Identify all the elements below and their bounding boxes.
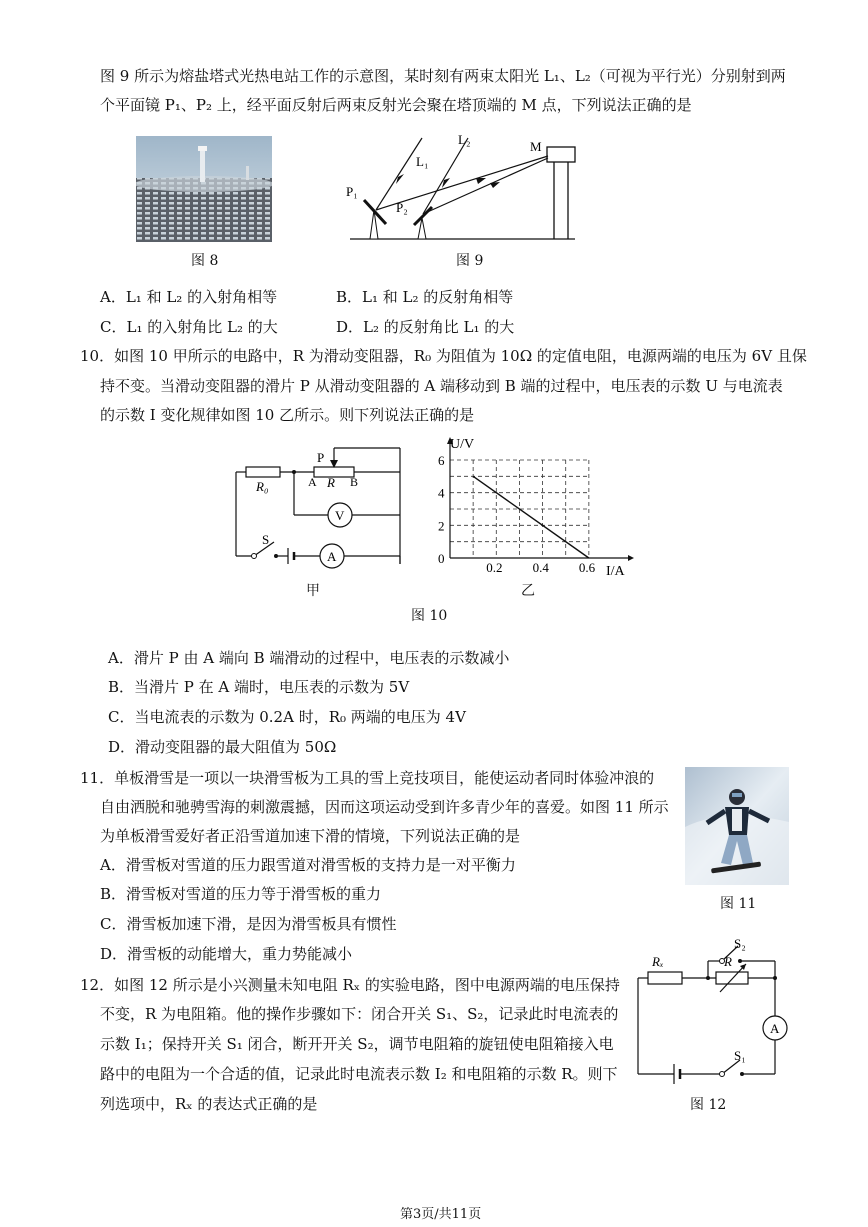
- label-P2: P₂: [396, 200, 408, 215]
- chart-ylabel: U/V: [450, 437, 475, 452]
- label-S2: S₂: [734, 936, 746, 951]
- label-ammeter12: A: [770, 1021, 780, 1036]
- q10-option-c: C．当电流表的示数为 0.2A 时，R₀ 两端的电压为 4V: [108, 708, 466, 726]
- y-tick-label: 2: [438, 518, 445, 534]
- fig8-caption: 图 8: [191, 253, 219, 269]
- q12-stem-line4: 路中的电阻为一个合适的值，记录此时电流表示数 I₂ 和电阻箱的示数 R。则下: [100, 1065, 618, 1083]
- label-A-end: A: [308, 475, 317, 489]
- fig11-caption: 图 11: [720, 896, 757, 912]
- fig12-caption: 图 12: [690, 1097, 727, 1113]
- label-R0: R₀: [256, 479, 269, 494]
- q12-stem-line5: 列选项中，Rₓ 的表达式正确的是: [100, 1095, 318, 1113]
- label-S: S: [262, 532, 270, 547]
- page-footer: 第3页/共11页: [400, 1207, 482, 1222]
- q10-stem-line1: 10．如图 10 甲所示的电路中，R 为滑动变阻器，R₀ 为阻值为 10Ω 的定值电阻，电源两端的电压为 6V 且保: [80, 347, 807, 365]
- q11-option-a: A．滑雪板对雪道的压力跟雪道对滑雪板的支持力是一对平衡力: [100, 856, 516, 874]
- fig11-photo: [685, 767, 789, 885]
- tower-receiver: [547, 147, 575, 162]
- q10-stem-line2: 持不变。当滑动变阻器的滑片 P 从滑动变阻器的 A 端移动到 B 端的过程中，电压表的示数 U 与电流表: [100, 377, 783, 395]
- label-S1: S₁: [734, 1048, 746, 1063]
- y-tick-label: 6: [438, 453, 445, 468]
- fig10-caption: 图 10: [411, 608, 448, 624]
- q10-stem-line3: 的示数 I 变化规律如图 10 乙所示。则下列说法正确的是: [100, 406, 475, 424]
- y-tick-label: 0: [438, 551, 445, 566]
- reflected-ray-2: [423, 158, 548, 214]
- resistance-box-R: [716, 972, 748, 984]
- q9-stem-line1: 图 9 所示为熔盐塔式光热电站工作的示意图，某时刻有两束太阳光 L₁、L₂（可视为平行光）分别射到两: [100, 67, 786, 85]
- q9-option-c: C．L₁ 的入射角比 L₂ 的大: [100, 318, 278, 336]
- reflected-ray-1: [376, 156, 548, 210]
- q9-option-a: A．L₁ 和 L₂ 的入射角相等: [100, 288, 278, 306]
- q11-option-d: D．滑雪板的动能增大，重力势能减小: [100, 945, 353, 963]
- label-Rx: Rₓ: [652, 954, 664, 969]
- fig12-circuit: [630, 936, 800, 1086]
- label-P: P: [317, 450, 325, 465]
- fig9-caption: 图 9: [456, 253, 484, 269]
- q11-option-b: B．滑雪板对雪道的压力等于滑雪板的重力: [100, 885, 382, 903]
- ui-series-line: [473, 476, 589, 558]
- y-tick-label: 4: [438, 485, 445, 501]
- chart-xlabel: I/A: [606, 564, 625, 579]
- x-tick-label: 0.2: [486, 560, 503, 575]
- q12-stem-line3: 示数 I₁；保持开关 S₁ 闭合，断开开关 S₂，调节电阻箱的旋钮使电阻箱接入电: [100, 1035, 614, 1053]
- label-M: M: [530, 139, 542, 154]
- x-tick-label: 0.4: [532, 560, 549, 575]
- q10-option-a: A．滑片 P 由 A 端向 B 端滑动的过程中，电压表的示数减小: [108, 649, 510, 667]
- x-tick-label: 0.6: [578, 560, 596, 575]
- fig9-diagram: [340, 128, 590, 246]
- q11-stem-line3: 为单板滑雪爱好者正沿雪道加速下滑的情境，下列说法正确的是: [100, 827, 521, 845]
- q11-stem-line1: 11．单板滑雪是一项以一块滑雪板为工具的雪上竞技项目，能使运动者同时体验冲浪的: [80, 769, 655, 787]
- q10-option-b: B．当滑片 P 在 A 端时，电压表的示数为 5V: [108, 678, 410, 696]
- q11-stem-line2: 自由洒脱和驰骋雪海的刺激震撼，因而这项运动受到许多青少年的喜爱。如图 11 所示: [100, 798, 669, 816]
- resistor-R0: [246, 467, 280, 477]
- x-axis-arrow: [628, 555, 634, 561]
- resistor-Rx: [648, 972, 682, 984]
- label-P1: P₁: [346, 184, 358, 199]
- q9-stem-line2: 个平面镜 P₁、P₂ 上，经平面反射后两束反射光会聚在塔顶端的 M 点，下列说法正确的是: [100, 96, 692, 114]
- q11-option-c: C．滑雪板加速下滑，是因为滑雪板具有惯性: [100, 915, 397, 933]
- q10-option-d: D．滑动变阻器的最大阻值为 50Ω: [108, 738, 337, 756]
- ray-L2: [423, 138, 468, 214]
- label-ammeter: A: [327, 549, 337, 564]
- fig10-circuit: [228, 440, 408, 576]
- fig10-yi-caption: 乙: [521, 583, 535, 599]
- label-R12: R: [724, 954, 732, 969]
- q9-option-b: B．L₁ 和 L₂ 的反射角相等: [336, 288, 514, 306]
- label-B-end: B: [350, 475, 359, 489]
- fig8-photo: [136, 136, 272, 242]
- fig10-ui-chart: [420, 434, 635, 580]
- label-V: V: [335, 508, 345, 523]
- q9-option-d: D．L₂ 的反射角比 L₁ 的大: [336, 318, 515, 336]
- q12-stem-line1: 12．如图 12 所示是小兴测量未知电阻 Rₓ 的实验电路，图中电源两端的电压保持: [80, 976, 620, 994]
- q12-stem-line2: 不变，R 为电阻箱。他的操作步骤如下：闭合开关 S₁、S₂，记录此时电流表的: [100, 1005, 619, 1023]
- label-R: R: [327, 475, 335, 490]
- label-L1: L₁: [416, 154, 429, 169]
- label-L2: L₂: [458, 132, 471, 147]
- fig10-jia-caption: 甲: [306, 583, 320, 599]
